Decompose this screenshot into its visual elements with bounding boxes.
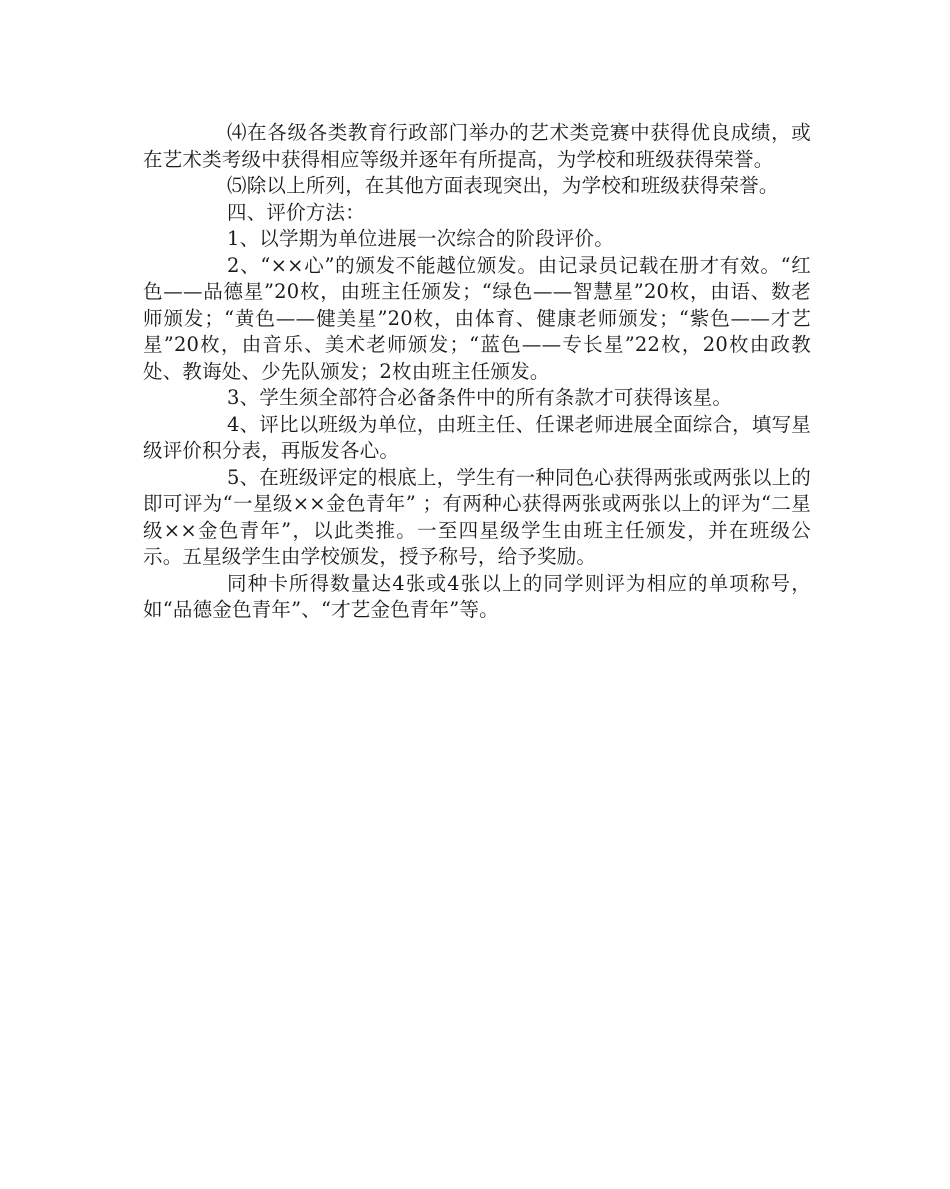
document-body (143, 120, 811, 624)
paragraph-rule-1: 1、以学期为单位进展一次综合的阶段评价。 (227, 227, 614, 250)
paragraph-rule-3: 3、学生须全部符合必备条件中的所有条款才可获得该星。 (227, 386, 733, 409)
paragraph-item-4-art-competition: ⑷在各级各类教育行政部门举办的艺术类竞赛中获得优良成绩，或在艺术类考级中获得相应等级并逐年有所提高，为学校和班级获得荣誉。 (143, 121, 811, 171)
paragraph-rule-5: 5、在班级评定的根底上，学生有一种同色心获得两张或两张以上的即可评为“一星级××金色青年” ；有两种心获得两张或两张以上的评为“二星级××金色青年”，以此类推。一至四星级学生由班主任颁发，并在班级公示。五星级学生由学校颁发，授予称号，给予奖励。 (143, 465, 811, 568)
section-heading-evaluation-method: 四、评价方法： (227, 200, 365, 224)
paragraph-rule-2: 2、“××心”的颁发不能越位颁发。由记录员记载在册才有效。“红色——品德星”20枚，由班主任颁发；“绿色——智慧星”20枚，由语、数老师颁发；“黄色——健美星”20枚，由体育、健康老师颁发；“紫色——才艺星”20枚，由音乐、美术老师颁发；“蓝色——专长星”22枚，20枚由政教处、教诲处、少先队颁发；2枚由班主任颁发。 (143, 253, 811, 383)
paragraph-rule-4: 4、评比以班级为单位，由班主任、任课老师进展全面综合，填写星级评价积分表，再版发各心。 (143, 412, 811, 462)
paragraph-single-title-award: 同种卡所得数量达4张或4张以上的同学则评为相应的单项称号，如“品德金色青年”、“才艺金色青年”等。 (143, 571, 811, 621)
paragraph-item-5-other-achievements: ⑸除以上所列，在其他方面表现突出，为学校和班级获得荣誉。 (227, 174, 779, 197)
